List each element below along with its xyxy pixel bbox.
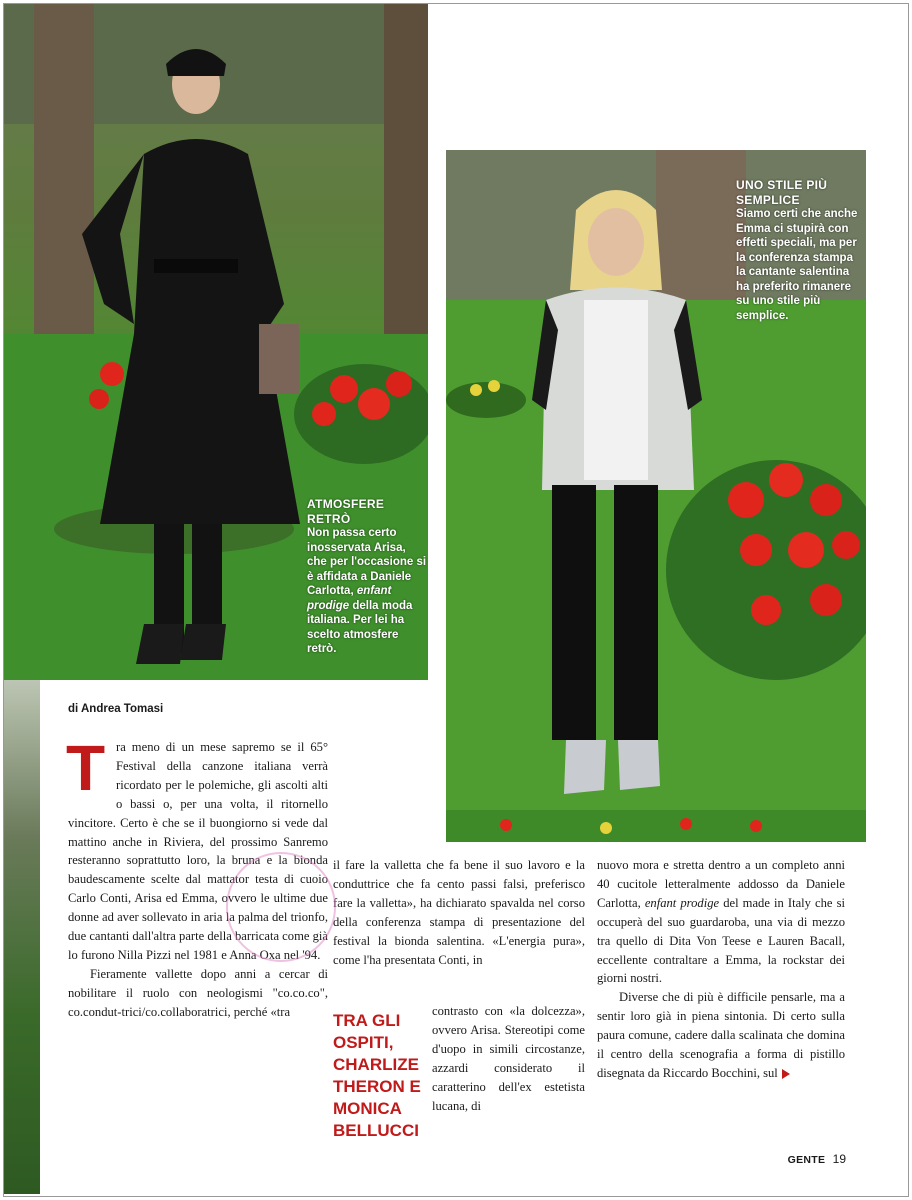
folio — [788, 1152, 846, 1166]
photo-emma — [446, 150, 866, 842]
byline: di Andrea Tomasi — [68, 703, 164, 715]
caption-arisa-italic: enfant prodige — [307, 585, 392, 612]
pull-quote: TRA GLI OSPITI, CHARLIZE THERON E MONICA BELLUCCI — [333, 1011, 421, 1140]
page-number: 19 — [832, 1152, 846, 1166]
caption-arisa-text-2: della moda italiana. Per lei ha scelto atmosfere retrò. — [307, 599, 413, 655]
magazine-name: GENTE — [787, 1154, 826, 1166]
article-column-2-top — [333, 856, 585, 969]
paragraph-col3-1 — [597, 856, 845, 988]
article-column-3 — [597, 856, 845, 1083]
caption-arisa-head: ATMOSFERE RETRÒ — [307, 497, 385, 526]
paragraph-col2-top: il fare la valletta che fa bene il suo lavoro e la conduttrice che fa cento passi falsi, preferisco fare la valletta», ha dichiarato spavalda nel corso della conferenza stampa di presentazione del festival la bionda salentina. «L'energia pura», come l'ha presentata Conti, in — [333, 858, 585, 967]
paragraph-col3-1b: del made in Italy che si occuperà del suo guardaroba, una via di mezzo tra quello di Dita Von Teese e Lauren Bacall, eccellente contraltare a Emma, la rockstar dei giorni nostri. — [597, 895, 846, 986]
caption-arisa-text: Non passa certo inosservata Arisa, che per l'occasione si è affidata a Daniele Carlotta, — [307, 527, 427, 597]
lead-paragraph: ra meno di un mese sapremo se il 65° Festival della canzone italiana verrà ricordato per le polemiche, gli ascolti alti o bassi o, per una volta, il ritornello vincitore. Certo è che se il buongiorno si vede dal mattino anche in Riviera, del prossimo Sanremo resteranno soprattutto loro, la bruna e la bionda baudescamente scelte dal mattator testa di cuoio Carlo Conti, Arisa ed Emma, ovvero le ultime due donne ad aver sollevato in aria la palma del trionfo, due cantanti dall'altra parte della barricata come già lo furono Nilla Pizzi nel 1981 e Anna Oxa nel '94. — [68, 740, 328, 962]
caption-emma — [736, 178, 862, 323]
paragraph-col3-2 — [597, 988, 845, 1083]
drop-cap: T — [66, 732, 106, 804]
paragraph-col2-bottom: contrasto con «la dolcezza», ovvero Arisa. Stereotipi come d'uopo in simili circostanze, azzardi considerato il caratterino dell'ex estetista lucana, di — [432, 1004, 585, 1113]
watermark-stamp — [226, 852, 336, 962]
paragraph-col3-1a: nuovo mora e stretta dentro a un completo anni 40 cucitole letteralmente addosso da Daniele Carlotta, — [597, 858, 845, 910]
caption-emma-head: UNO STILE PIÙ SEMPLICE — [736, 178, 828, 207]
paragraph-col3-2-text: Diverse che di più è difficile pensarle, ma a sentir loro già in piena sintonia. Di certo sulla paura comune, cadere dalla scalinata che domina il centro della scenografia a forma di pistillo disegnata da Riccardo Bocchini, sul — [597, 990, 845, 1080]
caption-arisa — [307, 497, 427, 657]
caption-emma-text: Siamo certi che anche Emma ci stupirà con effetti speciali, ma per la conferenza stampa la cantante salentina ha preferito rimanere su uno stile più semplice. — [736, 208, 858, 322]
continue-arrow-icon — [782, 1069, 790, 1079]
paragraph-col3-italic: enfant prodige — [644, 895, 720, 910]
paragraph-2: Fieramente vallette dopo anni a cercar di nobilitare il ruolo con neologismi "co.co.co", co.condut-trici/co.collaboratrici, perché «tra — [68, 966, 328, 1019]
photo-arisa — [4, 4, 428, 680]
article-column-2-bottom — [432, 1002, 585, 1115]
